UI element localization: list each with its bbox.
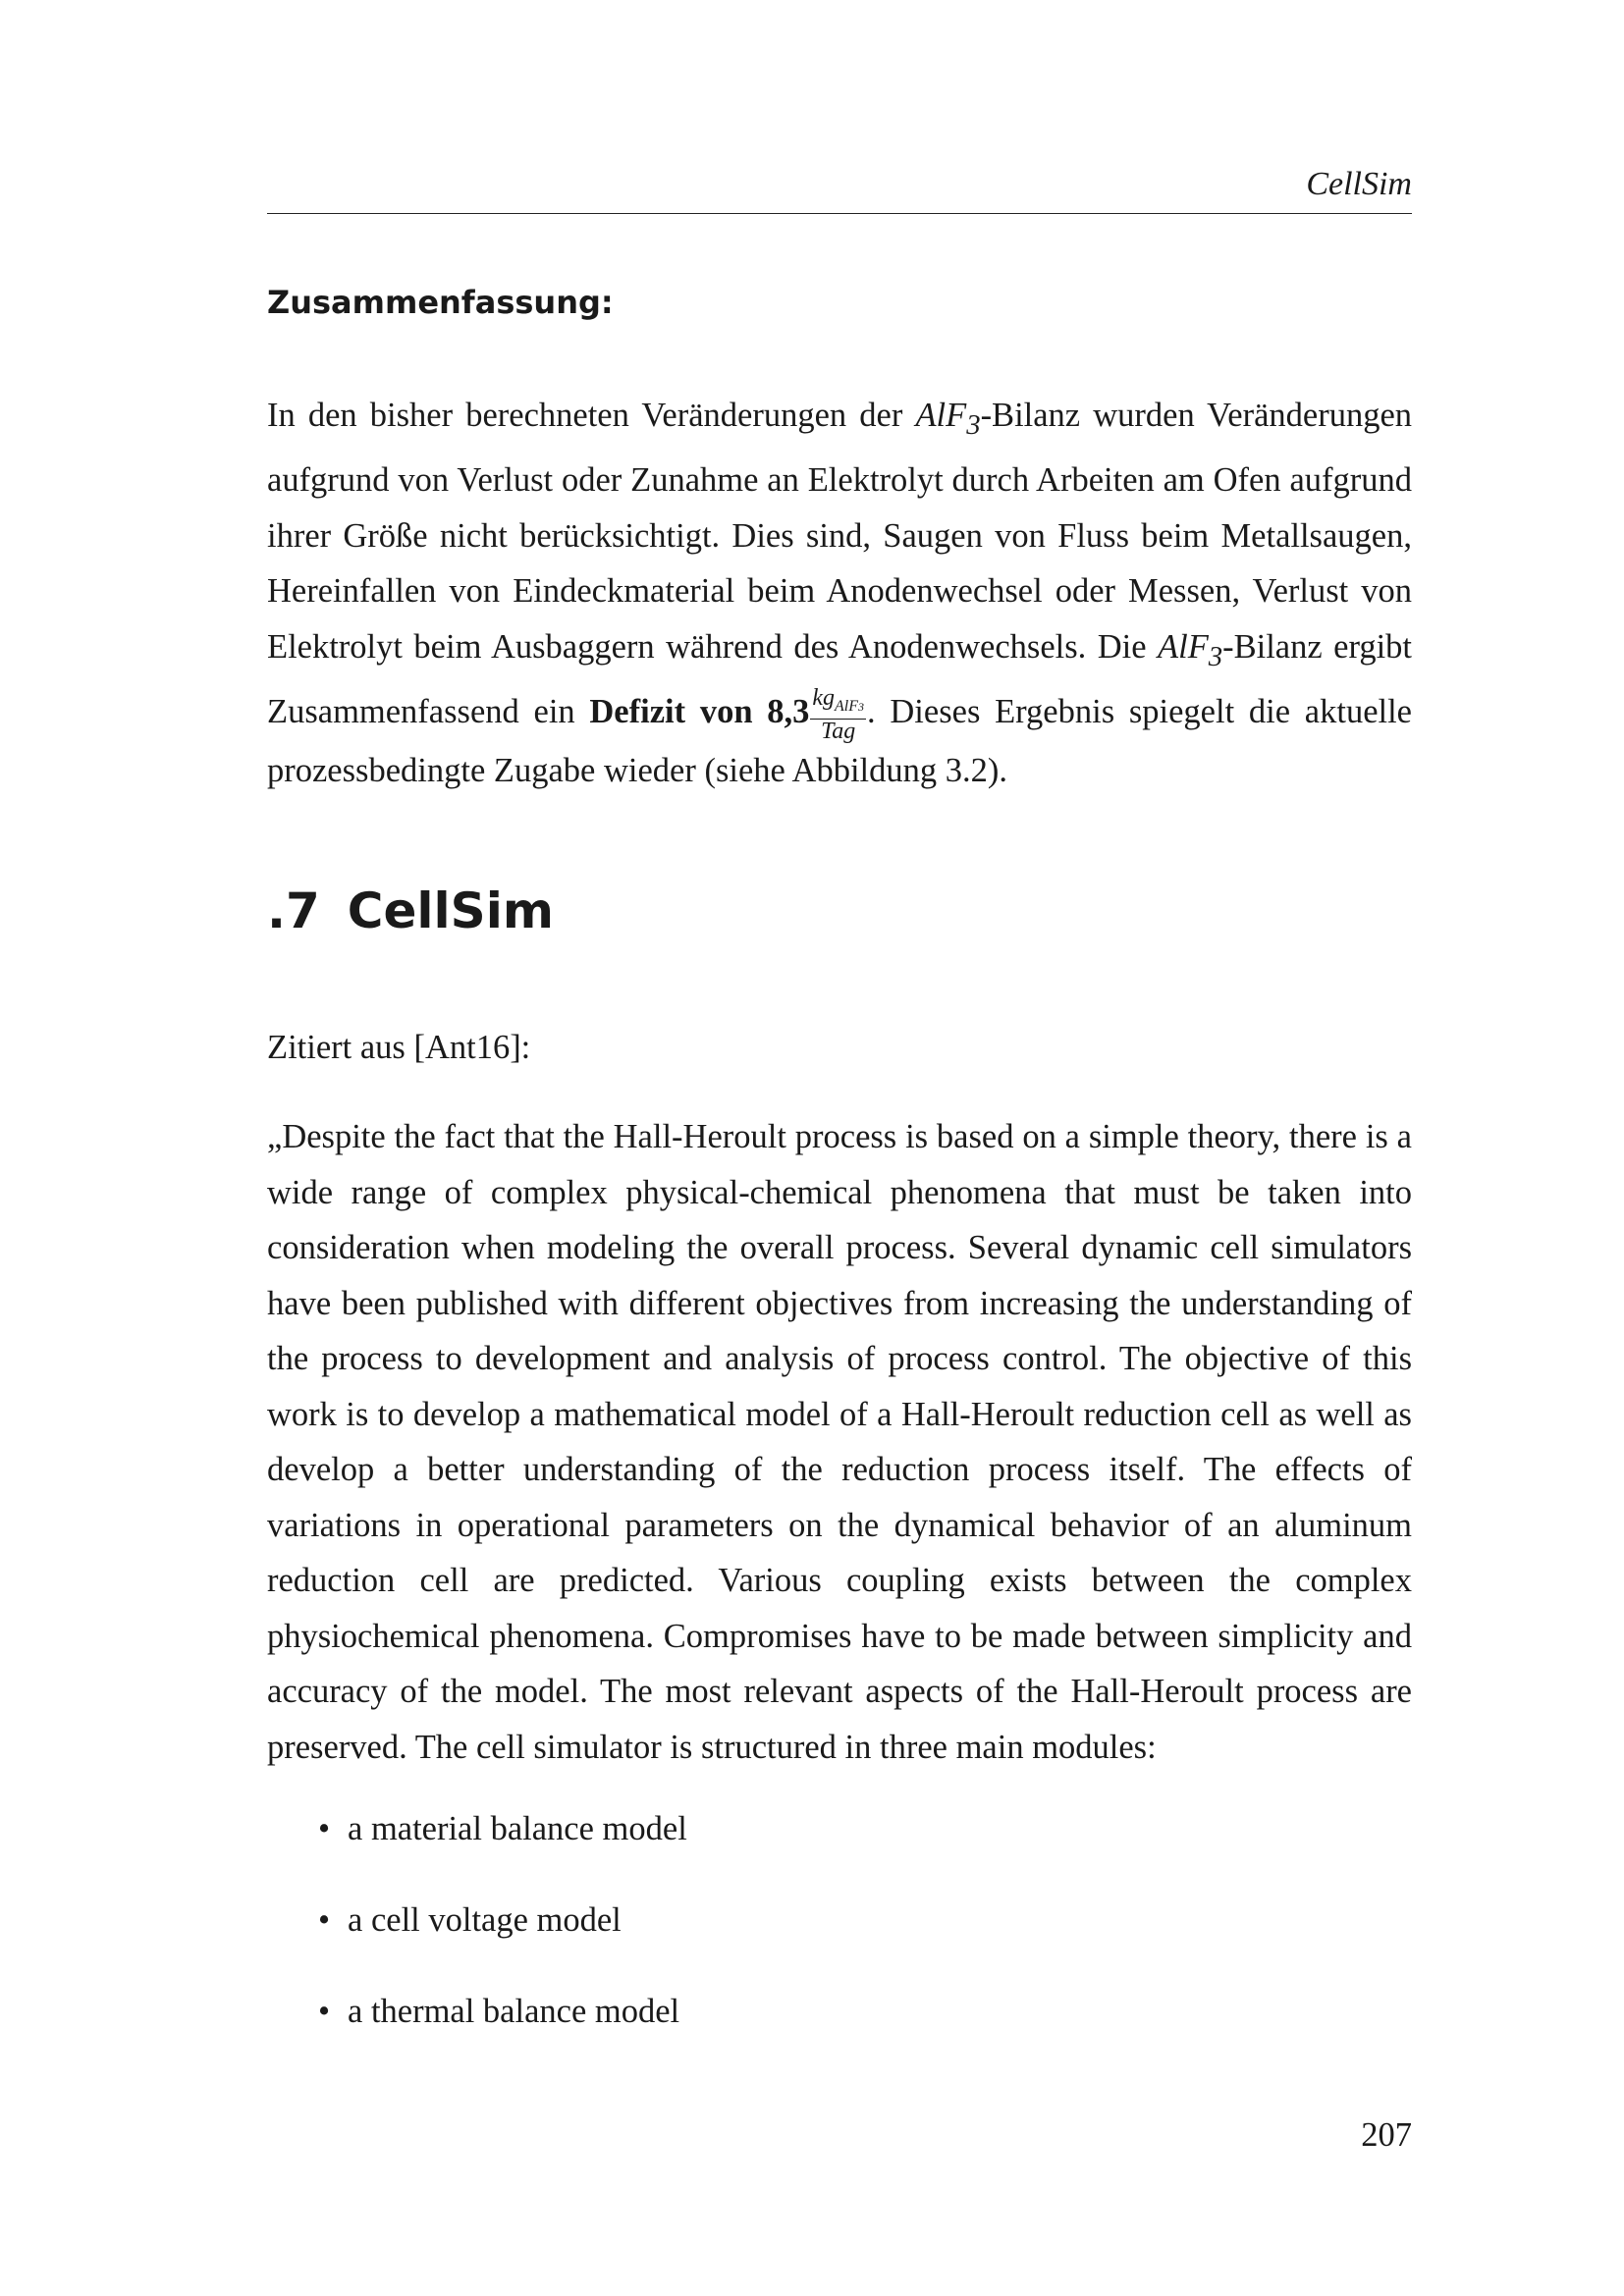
section-title: CellSim <box>347 882 554 939</box>
summary-text-1: In den bisher berechneten Veränderungen der <box>267 397 916 434</box>
quote-paragraph: „Despite the fact that the Hall-Heroult process is based on a simple theory, there is a wide range of complex physical-chemical phenomena that must be taken into consideration when modeling the overall process. Several dynamic cell simulators have been published with different objectives from increasing the understanding of the process to development and analysis of process control. The objective of this work is to develop a mathematical model of a Hall-Heroult reduction cell as well as develop a better understanding of the reduction process itself. The effects of variations in operational parameters on the dynamical behavior of an aluminum reduction cell are predicted. Various coupling exists between the complex physiochemical phenomena. Compromises have to be made between simplicity and accuracy of the model. The most relevant aspects of the Hall-Heroult process are preserved. The cell simulator is structured in three main modules: <box>267 1118 1412 1766</box>
bullet-glyph: • <box>318 1810 331 1847</box>
math-alf3-1: AlF$_3$ <box>915 397 981 441</box>
summary-text-4: . Dieses Ergebnis spiegelt die aktuelle prozessbedingte Zugabe wieder (siehe Abbildung 3.2). <box>267 693 1412 790</box>
summary-paragraph <box>267 388 1412 799</box>
running-header-title: CellSim <box>1306 166 1412 202</box>
deficit-result: Defizit von 8,3 <box>589 693 810 731</box>
list-item: • a cell voltage model <box>267 1893 1412 1949</box>
list-item: • a thermal balance model <box>267 1984 1412 2040</box>
bullet-glyph: • <box>318 1993 331 2030</box>
summary-text-3: -Bilanz ergibt Zusammenfassend ein <box>267 627 1412 731</box>
module-list <box>267 1801 1412 2075</box>
header-rule <box>267 213 1412 214</box>
unit-numerator: $kg_{AlF3}$ <box>810 686 866 720</box>
unit-fraction <box>810 686 866 743</box>
summary-text-2: -Bilanz wurden Veränderungen aufgrund von Verlust oder Zunahme an Elektrolyt durch Arbeiten am Ofen aufgrund ihrer Größe nicht berücksichtigt. Dies sind, Saugen von Fluss beim Metallsaugen, Hereinfallen von Eindeckmaterial beim Anodenwechsel oder Messen, Verlust von Elektrolyt beim Ausbaggern während des Anodenwechsels. Die <box>267 397 1413 666</box>
summary-heading: Zusammenfassung: <box>267 284 614 321</box>
list-item: • a material balance model <box>267 1801 1412 1857</box>
section-heading <box>267 881 554 940</box>
section-number: .7 <box>267 882 320 939</box>
unit-denominator: Tag <box>821 719 856 745</box>
math-alf3-2: AlF$_3$ <box>1158 627 1223 672</box>
page-number: 207 <box>1361 2116 1412 2154</box>
citation-intro: Zitiert aus [Ant16]: <box>267 1029 531 1066</box>
bullet-glyph: • <box>318 1901 331 1939</box>
